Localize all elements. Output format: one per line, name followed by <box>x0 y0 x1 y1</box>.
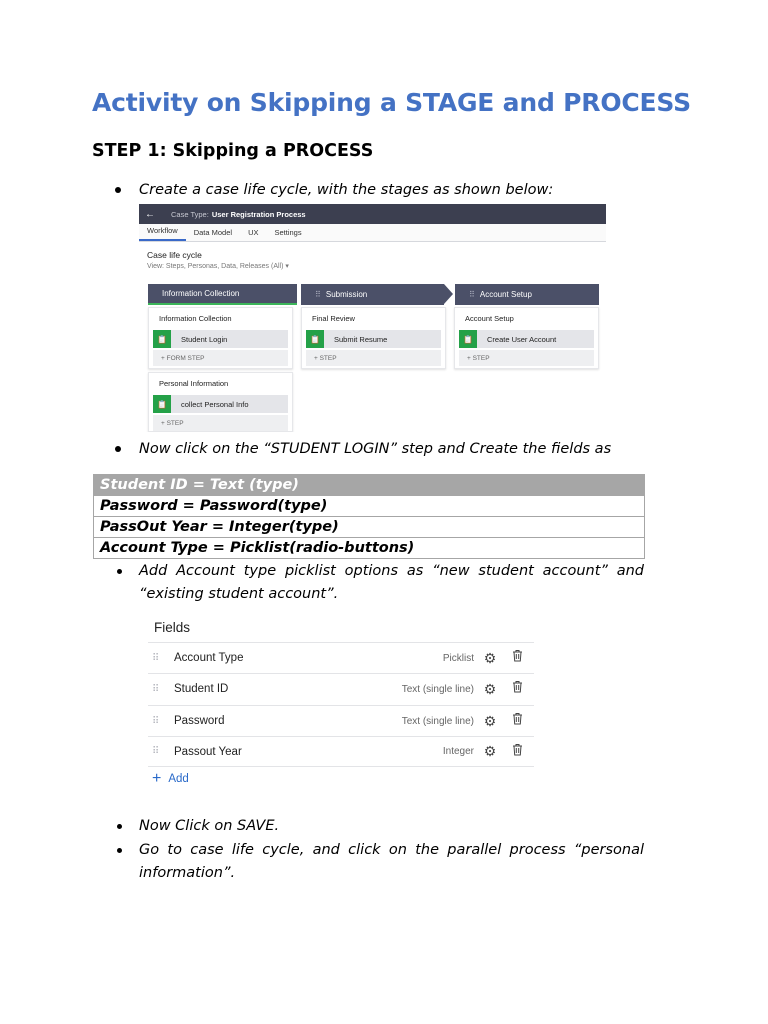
tab-ux[interactable]: UX <box>248 228 259 237</box>
stage-information-collection[interactable] <box>148 284 297 305</box>
field-name: Password <box>174 715 225 727</box>
stage-submission[interactable] <box>301 284 444 305</box>
tab-settings[interactable]: Settings <box>274 228 302 237</box>
table-cell: PassOut Year = Integer(type) <box>94 517 645 538</box>
add-field-label: Add <box>168 773 189 785</box>
tab-workflow[interactable]: Workflow <box>139 226 186 241</box>
step-label: collect Personal Info <box>181 399 249 409</box>
step-label: Submit Resume <box>334 334 388 344</box>
add-step-button[interactable]: + STEP <box>306 350 441 366</box>
trash-icon[interactable] <box>512 680 524 698</box>
gear-icon[interactable]: ⚙ <box>483 712 497 729</box>
page-title: Activity on Skipping a STAGE and PROCESS <box>92 88 691 117</box>
add-form-step-button[interactable]: + FORM STEP <box>153 350 288 366</box>
clipboard-icon: 📋 <box>306 330 324 348</box>
process-title: Personal Information <box>159 379 229 388</box>
gear-icon[interactable]: ⚙ <box>483 743 497 759</box>
plus-icon: + <box>152 770 162 787</box>
clipboard-icon: 📋 <box>459 330 477 348</box>
table-row <box>94 538 645 559</box>
step-submit-resume[interactable] <box>306 330 441 348</box>
drag-handle-icon[interactable]: ⠿ <box>152 715 160 727</box>
stage-account-setup[interactable] <box>455 284 599 305</box>
bullet-dot <box>115 187 121 193</box>
bullet-text: Go to case life cycle, and click on the parallel process “personal information”. <box>139 842 644 881</box>
bullet-dot <box>117 569 122 574</box>
step-collect-personal-info[interactable] <box>153 395 288 413</box>
field-name: Student ID <box>174 683 229 695</box>
drag-handle-icon[interactable]: ⠿ <box>152 652 160 664</box>
step-create-user-account[interactable] <box>459 330 594 348</box>
bullet-create-lifecycle <box>139 179 659 202</box>
drag-handle-icon[interactable]: ⠿ <box>469 290 475 299</box>
trash-icon[interactable] <box>512 712 524 730</box>
bullet-add-picklist-options <box>139 560 644 606</box>
step-label: Create User Account <box>487 334 557 344</box>
process-title: Final Review <box>312 314 355 323</box>
field-type: Text (single line) <box>401 715 474 727</box>
clipboard-icon: 📋 <box>153 330 171 348</box>
bullet-text: Add Account type picklist options as “new student account” and “existing student account”. <box>139 563 644 602</box>
process-title: Account Setup <box>465 314 514 323</box>
stage-label: Submission <box>325 290 368 299</box>
clipboard-icon: 📋 <box>153 395 171 413</box>
arrow-left-icon[interactable]: ← <box>145 208 155 220</box>
fields-definition-table <box>93 474 645 559</box>
table-cell: Student ID = Text (type) <box>94 475 645 496</box>
step-label: Student Login <box>181 334 228 344</box>
drag-handle-icon[interactable]: ⠿ <box>315 290 321 299</box>
fields-panel-screenshot <box>148 612 534 798</box>
process-title: Information Collection <box>159 314 232 323</box>
trash-icon[interactable] <box>512 743 524 761</box>
gear-icon[interactable]: ⚙ <box>483 649 497 666</box>
step1-heading: STEP 1: Skipping a PROCESS <box>92 141 374 161</box>
stage-label: Account Setup <box>479 290 532 299</box>
stage-label: Information Collection <box>162 289 240 298</box>
case-type-label: Case Type: <box>171 209 209 219</box>
case-type-header <box>139 204 606 224</box>
stage-arrow <box>444 284 453 304</box>
gear-icon[interactable]: ⚙ <box>483 680 497 697</box>
field-type: Text (single line) <box>401 683 474 695</box>
drag-handle-icon[interactable]: ⠿ <box>152 683 160 695</box>
field-row-student-id[interactable] <box>148 673 534 704</box>
table-row <box>94 517 645 538</box>
trash-icon[interactable] <box>512 649 524 667</box>
bullet-dot <box>115 446 121 452</box>
field-type: Picklist <box>442 652 474 664</box>
add-field-button[interactable] <box>152 770 189 787</box>
add-step-button[interactable]: + STEP <box>153 415 288 431</box>
step-student-login[interactable] <box>153 330 288 348</box>
table-cell: Password = Password(type) <box>94 496 645 517</box>
field-row-passout-year[interactable] <box>148 736 534 767</box>
process-information-collection[interactable] <box>148 307 293 369</box>
bullet-text: Now click on the “STUDENT LOGIN” step and Create the fields as <box>139 441 612 457</box>
case-type-tabs <box>139 224 606 242</box>
field-type: Integer <box>442 746 474 757</box>
case-life-cycle-title: Case life cycle <box>147 250 202 260</box>
field-row-account-type[interactable] <box>148 642 534 673</box>
process-account-setup[interactable] <box>454 307 599 369</box>
table-row <box>94 475 645 496</box>
case-type-value: User Registration Process <box>211 209 306 219</box>
field-name: Passout Year <box>174 745 242 758</box>
view-filter[interactable]: View: Steps, Personas, Data, Releases (All) ▾ <box>147 263 289 270</box>
bullet-click-save <box>139 815 644 838</box>
add-step-button[interactable]: + STEP <box>459 350 594 366</box>
bullet-dot <box>117 848 122 853</box>
drag-handle-icon[interactable]: ⠿ <box>152 746 160 757</box>
field-name: Account Type <box>174 652 244 664</box>
process-final-review[interactable] <box>301 307 446 369</box>
bullet-text: Create a case life cycle, with the stages as shown below: <box>139 182 554 198</box>
case-lifecycle-screenshot <box>139 204 606 432</box>
bullet-text: Now Click on SAVE. <box>139 818 280 834</box>
bullet-student-login-fields <box>139 438 659 461</box>
bullet-go-to-lifecycle <box>139 839 644 885</box>
tab-data-model[interactable]: Data Model <box>193 228 233 237</box>
table-cell: Account Type = Picklist(radio-buttons) <box>94 538 645 559</box>
field-row-password[interactable] <box>148 705 534 736</box>
fields-panel-title: Fields <box>154 620 191 635</box>
process-personal-information[interactable] <box>148 372 293 432</box>
table-row <box>94 496 645 517</box>
bullet-dot <box>117 824 122 829</box>
